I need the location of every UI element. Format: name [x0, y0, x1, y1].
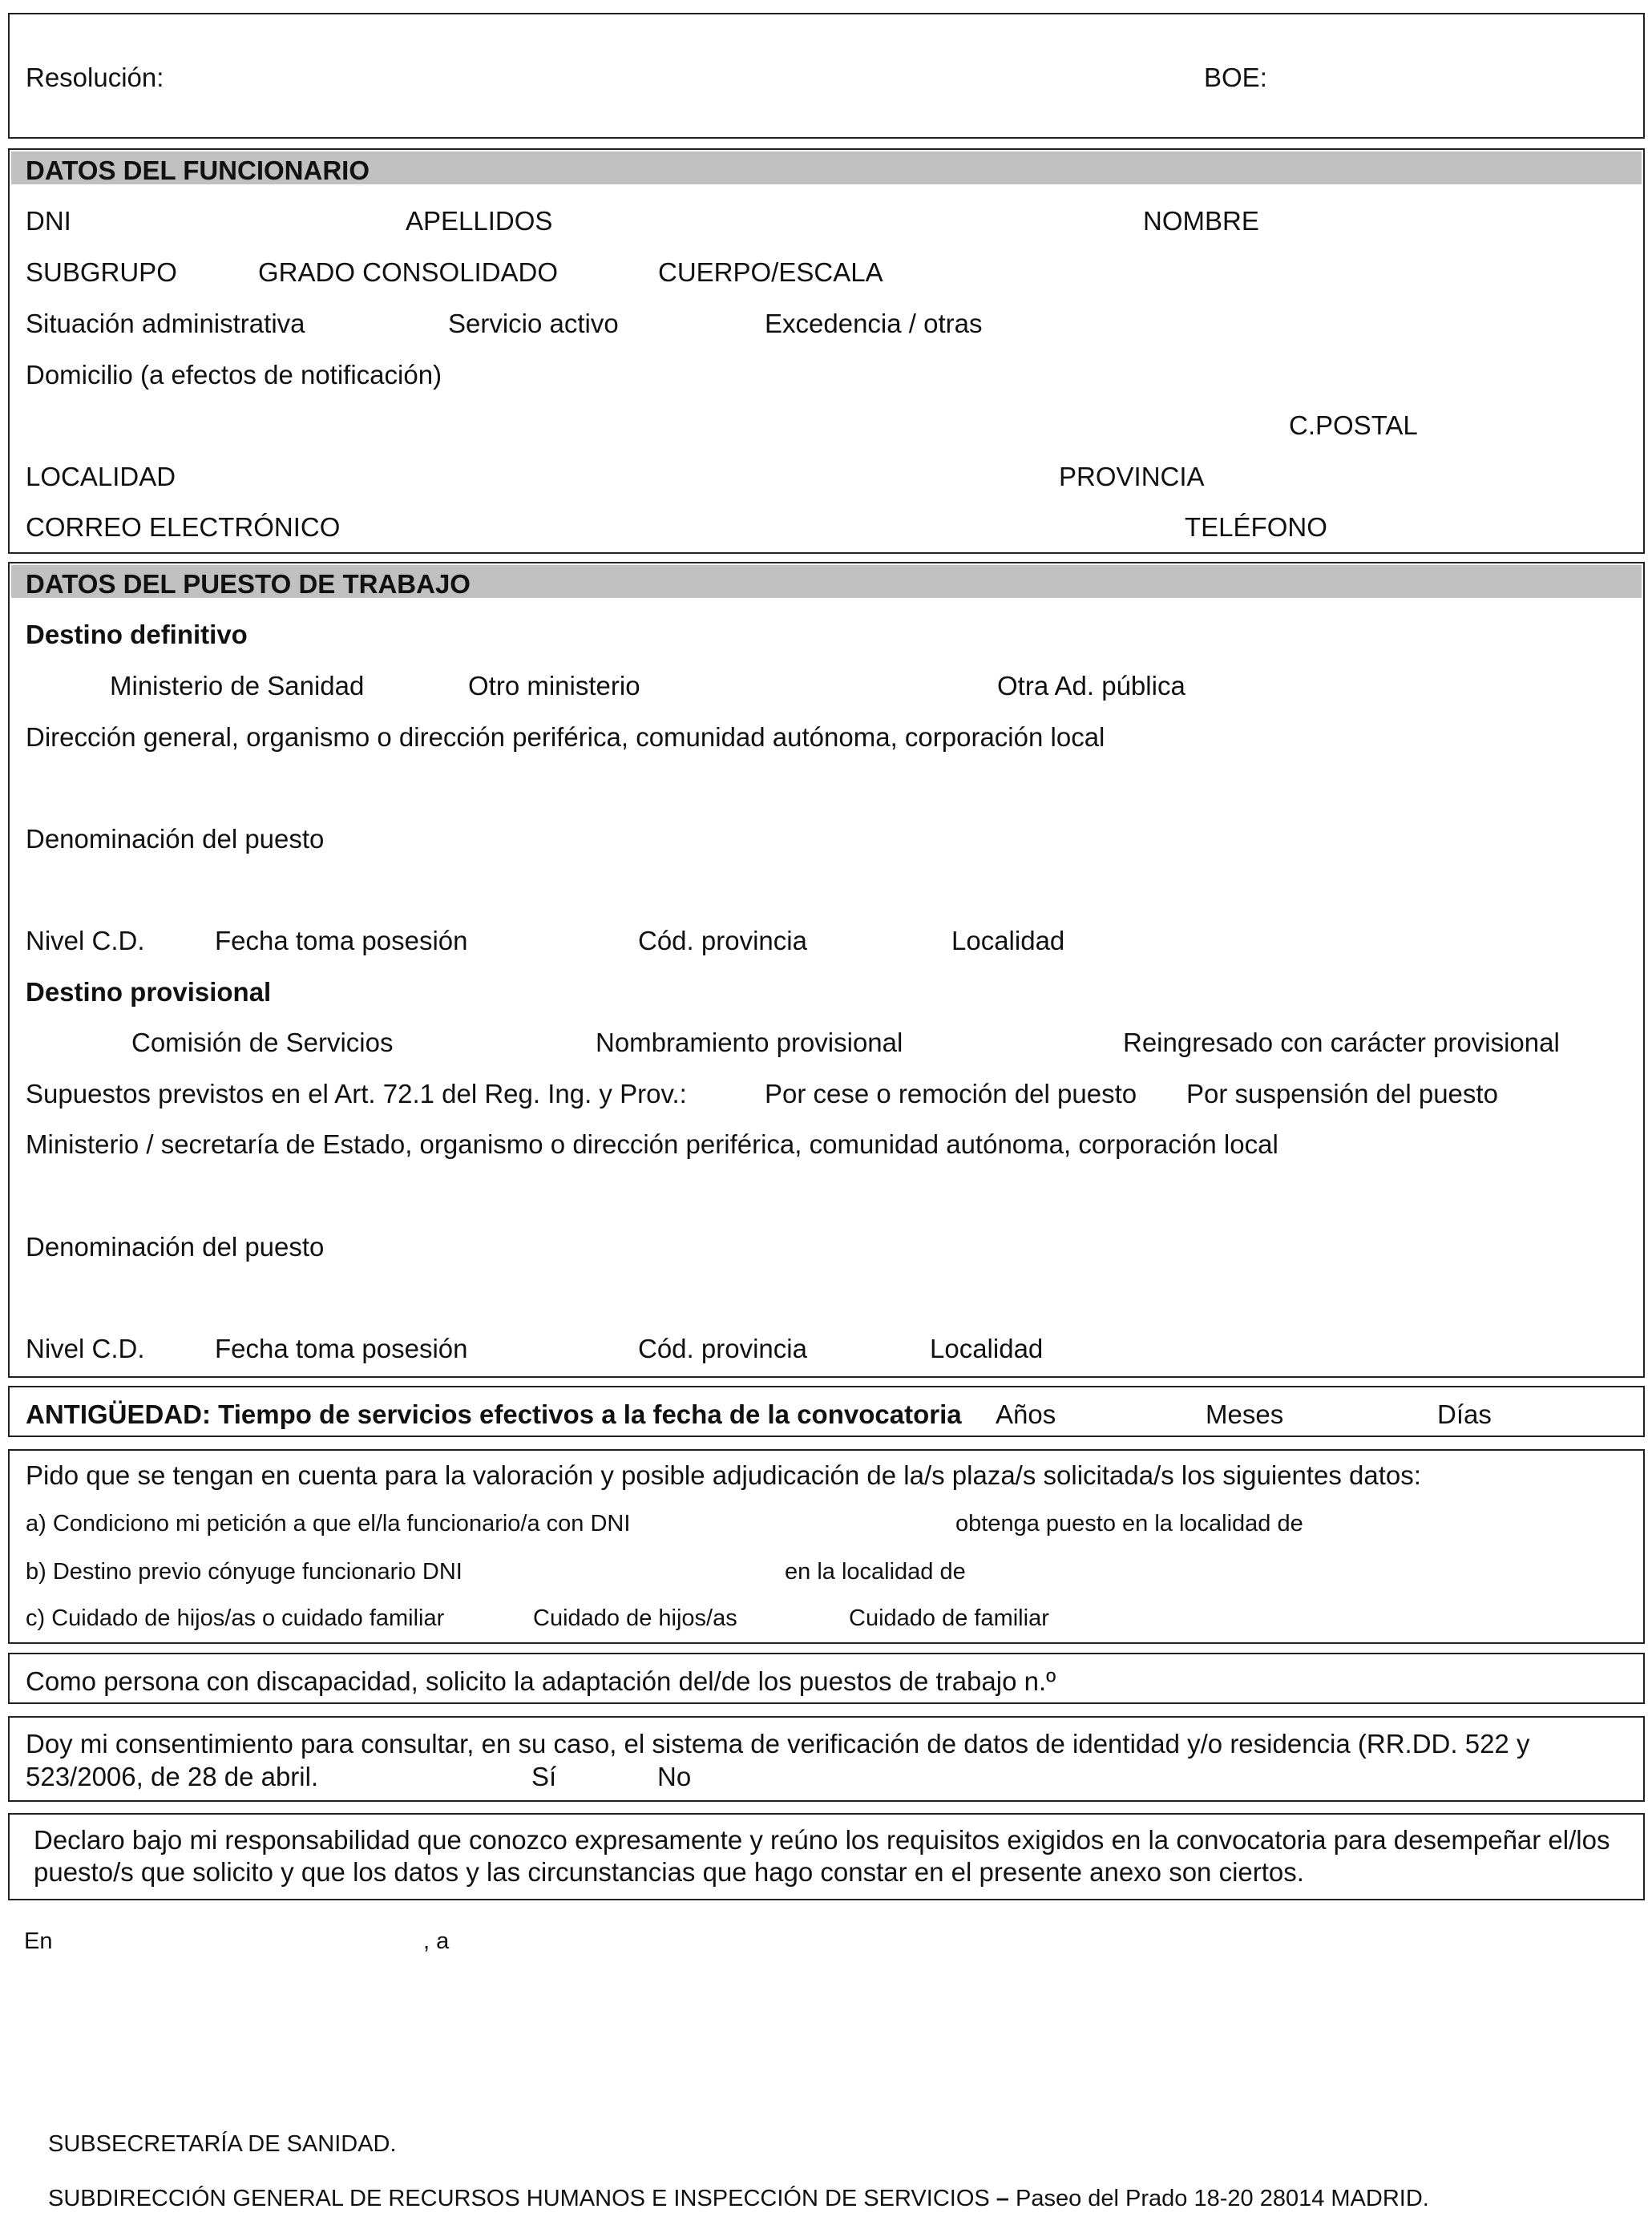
condiciono-label: a) Condiciono mi petición a que el/la funcionario/a con DNI	[26, 1511, 631, 1537]
anos-label: Años	[996, 1399, 1056, 1429]
section-title: DATOS DEL PUESTO DE TRABAJO	[26, 569, 471, 599]
situacion-label: Situación administrativa	[26, 309, 305, 338]
footer-street: Paseo del Prado 18-20 28014 MADRID.	[1015, 2186, 1429, 2211]
ministerio-sanidad-option: Ministerio de Sanidad	[110, 671, 365, 701]
cuidado-label: c) Cuidado de hijos/as o cuidado familiar	[26, 1605, 445, 1631]
discapacidad-text: Como persona con discapacidad, solicito la adaptación del/de los puestos de trabajo n.º	[26, 1666, 1056, 1696]
destino-definitivo-heading: Destino definitivo	[26, 620, 248, 649]
dni-label: DNI	[26, 206, 71, 236]
grado-label: GRADO CONSOLIDADO	[258, 257, 559, 287]
localidad-label: Localidad	[951, 926, 1065, 955]
nivel-label: Nivel C.D.	[26, 926, 145, 955]
section-title: DATOS DEL FUNCIONARIO	[26, 155, 370, 185]
discapacidad-section	[8, 1653, 1645, 1704]
declaracion-section	[8, 1813, 1645, 1900]
footer-separator: –	[996, 2186, 1009, 2211]
datos-puesto-section	[8, 562, 1645, 1378]
ministerio-secretaria-label: Ministerio / secretaría de Estado, organismo o dirección periférica, comunidad autónoma, corporación local	[26, 1129, 1278, 1159]
datos-funcionario-section	[8, 148, 1645, 554]
conyuge-localidad-label: en la localidad de	[785, 1559, 966, 1585]
footer-address	[48, 2187, 1429, 2211]
apellidos-label: APELLIDOS	[406, 206, 553, 236]
denominacion-provisional-label: Denominación del puesto	[26, 1232, 325, 1262]
conyuge-label: b) Destino previo cónyuge funcionario DNI	[26, 1559, 462, 1585]
excedencia-option: Excedencia / otras	[765, 309, 983, 338]
meses-label: Meses	[1206, 1399, 1284, 1429]
firma-en-label: En	[24, 1928, 53, 1954]
si-option: Sí	[531, 1762, 557, 1791]
servicio-activo-option: Servicio activo	[448, 309, 619, 338]
nombre-label: NOMBRE	[1143, 206, 1259, 236]
dias-label: Días	[1437, 1399, 1492, 1429]
otro-ministerio-option: Otro ministerio	[468, 671, 640, 701]
telefono-label: TELÉFONO	[1185, 512, 1327, 542]
consentimiento-line1: Doy mi consentimiento para consultar, en su caso, el sistema de verificación de datos de identidad y/o residencia (RR.DD. 522 y	[26, 1729, 1530, 1759]
resolucion-label: Resolución:	[26, 63, 164, 92]
firma-a-label: , a	[423, 1928, 450, 1954]
denominacion-label: Denominación del puesto	[26, 824, 325, 854]
antiguedad-label: ANTIGÜEDAD: Tiempo de servicios efectivos a la fecha de la convocatoria	[26, 1399, 962, 1429]
provincia-label: PROVINCIA	[1059, 462, 1205, 491]
cod-provincia-label: Cód. provincia	[638, 926, 807, 955]
condiciono-localidad-label: obtenga puesto en la localidad de	[955, 1511, 1303, 1537]
footer-org: SUBDIRECCIÓN GENERAL DE RECURSOS HUMANOS E INSPECCIÓN DE SERVICIOS	[48, 2186, 990, 2211]
subgrupo-label: SUBGRUPO	[26, 257, 177, 287]
cese-option: Por cese o remoción del puesto	[765, 1079, 1137, 1108]
footer-subsecretaria: SUBSECRETARÍA DE SANIDAD.	[48, 2131, 397, 2157]
fecha-toma-label: Fecha toma posesión	[215, 926, 468, 955]
no-option: No	[657, 1762, 692, 1791]
fecha-toma-provisional-label: Fecha toma posesión	[215, 1334, 468, 1363]
comision-servicios-option: Comisión de Servicios	[131, 1028, 394, 1057]
correo-label: CORREO ELECTRÓNICO	[26, 512, 341, 542]
destino-provisional-heading: Destino provisional	[26, 977, 272, 1007]
antiguedad-section	[8, 1386, 1645, 1437]
boe-label: BOE:	[1204, 63, 1267, 92]
preferencias-section	[8, 1449, 1645, 1644]
cuidado-familiar-option: Cuidado de familiar	[849, 1605, 1049, 1631]
preferencias-intro: Pido que se tengan en cuenta para la valoración y posible adjudicación de la/s plaza/s solicitada/s los siguientes datos:	[26, 1460, 1421, 1490]
cuerpo-label: CUERPO/ESCALA	[658, 257, 883, 287]
otra-ad-publica-option: Otra Ad. pública	[997, 671, 1185, 701]
consentimiento-line2: 523/2006, de 28 de abril.	[26, 1762, 319, 1791]
cuidado-hijos-option: Cuidado de hijos/as	[533, 1605, 737, 1631]
resolution-box	[8, 13, 1645, 139]
supuestos-label: Supuestos previstos en el Art. 72.1 del Reg. Ing. y Prov.:	[26, 1079, 687, 1108]
consentimiento-section	[8, 1716, 1645, 1802]
domicilio-label: Domicilio (a efectos de notificación)	[26, 360, 442, 390]
declaracion-text: Declaro bajo mi responsabilidad que conozco expresamente y reúno los requisitos exigidos en la convocatoria para desempeñar el/los puesto/s que solicito y que los datos y las circunstancias que hago constar en el presente anexo son ciertos.	[34, 1825, 1610, 1887]
suspension-option: Por suspensión del puesto	[1186, 1079, 1498, 1108]
nivel-provisional-label: Nivel C.D.	[26, 1334, 145, 1363]
nombramiento-provisional-option: Nombramiento provisional	[596, 1028, 903, 1057]
localidad-provisional-label: Localidad	[930, 1334, 1044, 1363]
reingresado-option: Reingresado con carácter provisional	[1123, 1028, 1560, 1057]
cod-provincia-provisional-label: Cód. provincia	[638, 1334, 807, 1363]
localidad-label: LOCALIDAD	[26, 462, 176, 491]
direccion-general-label: Dirección general, organismo o dirección periférica, comunidad autónoma, corporación local	[26, 722, 1105, 752]
cpostal-label: C.POSTAL	[1289, 410, 1418, 440]
